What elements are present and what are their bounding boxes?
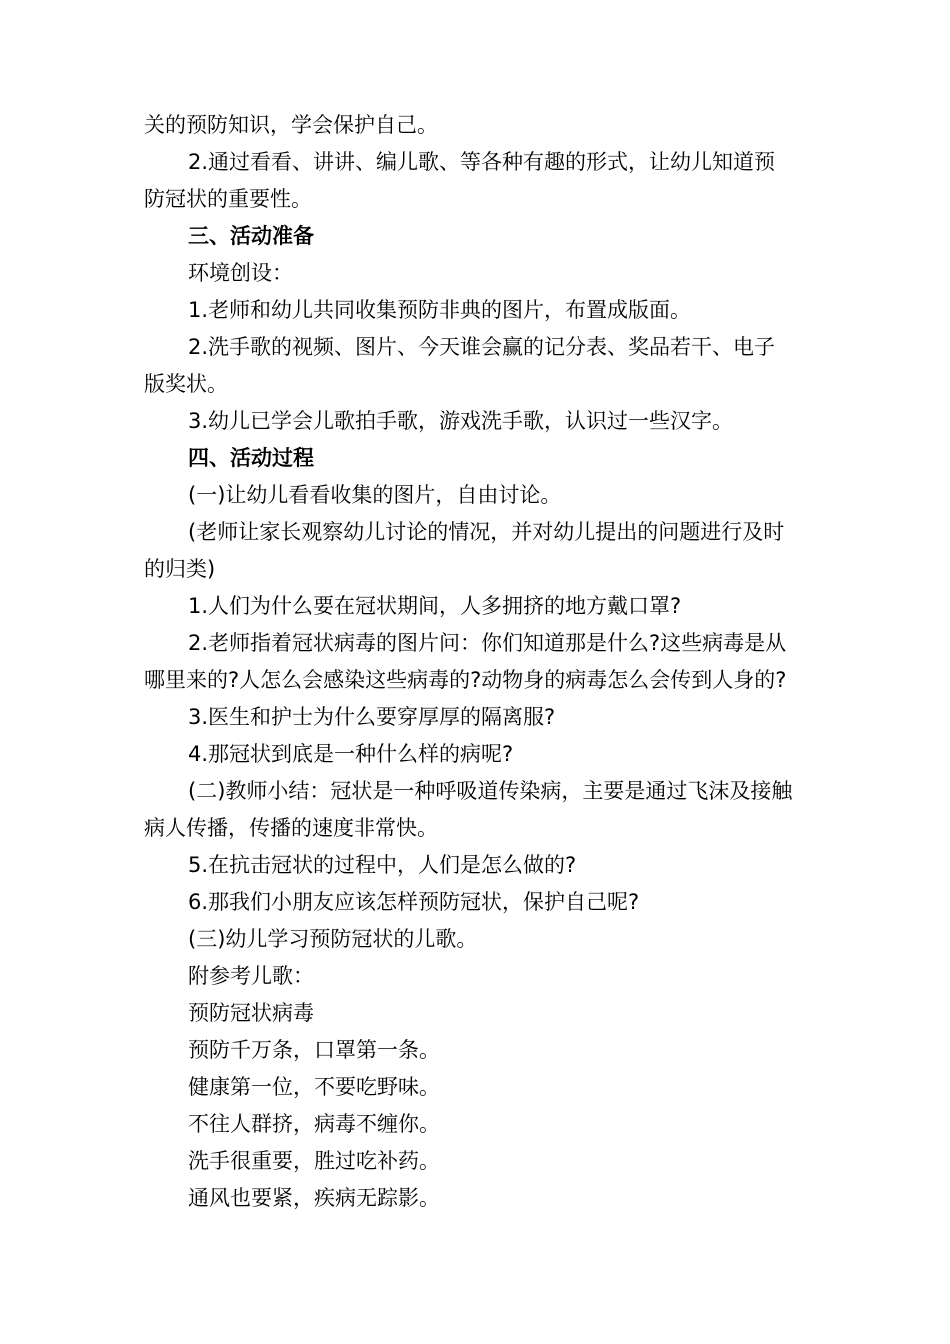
section-heading: 四、活动过程 [188,446,314,470]
body-line: 5.在抗击冠状的过程中，人们是怎么做的? [188,853,577,877]
body-line: (一)让幼儿看看收集的图片，自由讨论。 [188,483,562,507]
song-title: 预防冠状病毒 [188,1001,314,1025]
body-line: 3.幼儿已学会儿歌拍手歌，游戏洗手歌，认识过一些汉字。 [188,409,734,433]
body-line: (三)幼儿学习预防冠状的儿歌。 [188,927,478,951]
body-line: 哪里来的?人怎么会感染这些病毒的?动物身的病毒怎么会传到人身的? [144,668,787,692]
song-line: 预防千万条，口罩第一条。 [188,1038,440,1062]
body-line: 1.人们为什么要在冠状期间，人多拥挤的地方戴口罩? [188,594,682,618]
body-line: (老师让家长观察幼儿讨论的情况，并对幼儿提出的问题进行及时 [188,520,785,544]
body-line: 关的预防知识，学会保护自己。 [144,113,438,137]
body-line: 2.老师指着冠状病毒的图片问：你们知道那是什么?这些病毒是从 [188,631,787,655]
section-heading: 三、活动准备 [188,224,314,248]
body-line: 防冠状的重要性。 [144,187,312,211]
song-line: 洗手很重要，胜过吃补药。 [188,1149,440,1173]
body-line: 病人传播，传播的速度非常快。 [144,816,438,840]
body-line: 3.医生和护士为什么要穿厚厚的隔离服? [188,705,556,729]
song-line: 健康第一位，不要吃野味。 [188,1075,440,1099]
body-line: 附参考儿歌： [188,964,314,988]
body-line: 的归类) [144,557,216,581]
song-line: 通风也要紧，疾病无踪影。 [188,1186,440,1210]
song-line: 不往人群挤，病毒不缠你。 [188,1112,440,1136]
body-line: 2.通过看看、讲讲、编儿歌、等各种有趣的形式，让幼儿知道预 [188,150,776,174]
body-line: 1.老师和幼儿共同收集预防非典的图片，布置成版面。 [188,298,692,322]
body-line: 环境创设： [188,261,293,285]
body-line: 2.洗手歌的视频、图片、今天谁会赢的记分表、奖品若干、电子 [188,335,776,359]
body-line: 版奖状。 [144,372,228,396]
body-line: 6.那我们小朋友应该怎样预防冠状，保护自己呢? [188,890,640,914]
body-line: (二)教师小结：冠状是一种呼吸道传染病，主要是通过飞沫及接触 [188,779,793,803]
body-line: 4.那冠状到底是一种什么样的病呢? [188,742,514,766]
document-body [144,107,810,1217]
